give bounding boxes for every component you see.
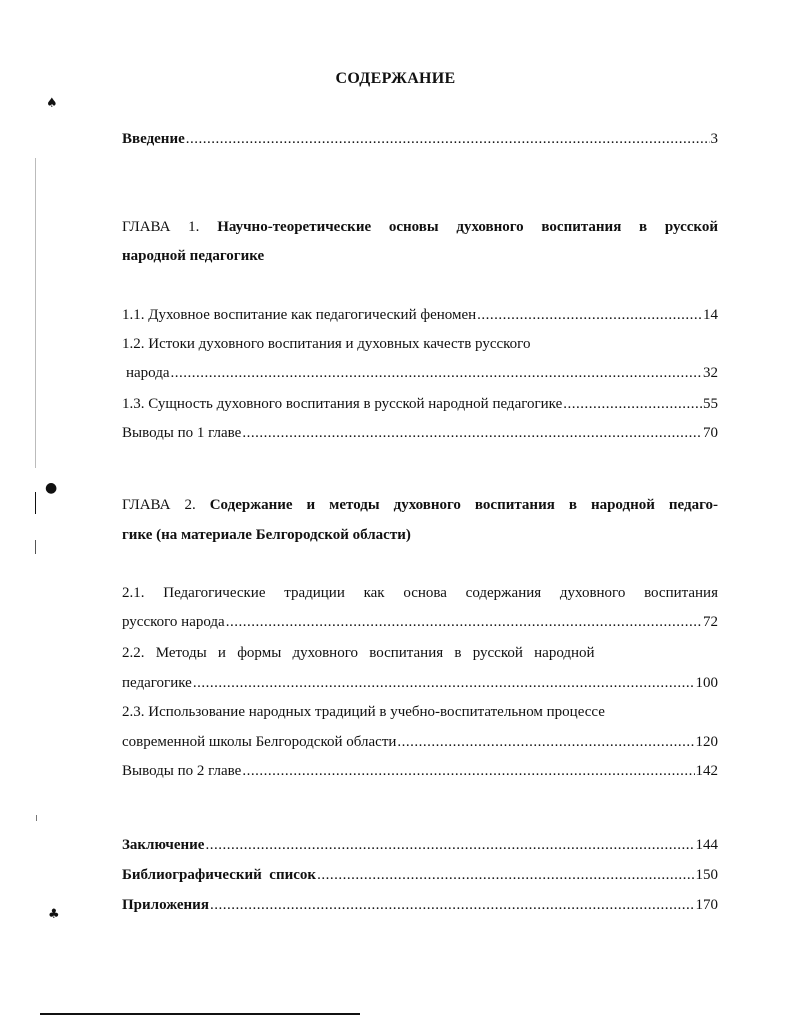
toc-entry-page: 170 bbox=[695, 897, 718, 913]
toc-entry-1-1 bbox=[122, 306, 718, 324]
page-title: СОДЕРЖАНИЕ bbox=[335, 70, 456, 87]
scan-margin-tick bbox=[35, 492, 36, 514]
toc-leader-dots bbox=[563, 395, 702, 413]
toc-entry-page: 55 bbox=[703, 396, 718, 412]
toc-leader-dots bbox=[205, 836, 694, 854]
toc-leader-dots bbox=[477, 306, 702, 324]
toc-leader-dots bbox=[242, 424, 702, 442]
chapter2-heading-line2 bbox=[122, 526, 718, 544]
toc-entry-intro bbox=[122, 130, 718, 148]
toc-entry-ch2-conclusions bbox=[122, 762, 718, 780]
toc-entry-label: русского народа bbox=[122, 614, 225, 630]
toc-leader-dots bbox=[317, 866, 694, 884]
toc-entry-label: Введение bbox=[122, 131, 185, 147]
scan-blot-icon: ♠ bbox=[46, 96, 58, 111]
scan-bottom-line bbox=[40, 1013, 360, 1015]
toc-entry-page: 142 bbox=[695, 763, 718, 779]
toc-entry-label: современной школы Белгородской области bbox=[122, 734, 397, 750]
toc-entry-page: 70 bbox=[703, 425, 718, 441]
toc-entry-label: 1.3. Сущность духовного воспитания в русской народной педагогике bbox=[122, 396, 563, 412]
scan-dot-icon: ● bbox=[45, 480, 58, 496]
toc-leader-dots bbox=[193, 674, 695, 692]
chapter1-title-line2: народной педагогике bbox=[122, 248, 265, 264]
chapter1-title-line1: Научно-теоретические основы духовного воспитания в русской bbox=[217, 219, 718, 235]
scan-blot-icon: ♣ bbox=[48, 907, 60, 922]
toc-entry-label: 1.1. Духовное воспитание как педагогический феномен bbox=[122, 307, 477, 323]
toc-entry-label: Выводы по 1 главе bbox=[122, 425, 242, 441]
toc-entry-page: 32 bbox=[703, 365, 718, 381]
chapter1-prefix: ГЛАВА 1. bbox=[122, 219, 200, 235]
toc-leader-dots bbox=[397, 733, 694, 751]
scan-margin-tick bbox=[36, 815, 37, 821]
toc-entry-appendices bbox=[122, 896, 718, 914]
toc-entry-1-3 bbox=[122, 395, 718, 413]
toc-entry-2-3 bbox=[122, 733, 718, 751]
toc-entry-2-1 bbox=[122, 613, 718, 631]
toc-entry-ch1-conclusions bbox=[122, 424, 718, 442]
toc-leader-dots bbox=[242, 762, 694, 780]
scan-margin-line bbox=[35, 158, 36, 468]
chapter1-heading-line2 bbox=[122, 247, 718, 265]
toc-entry-label: Заключение bbox=[122, 837, 205, 853]
toc-entry-2-2 bbox=[122, 674, 718, 692]
toc-entry-page: 150 bbox=[695, 867, 718, 883]
toc-leader-dots bbox=[171, 364, 702, 382]
toc-entry-page: 14 bbox=[703, 307, 718, 323]
toc-entry-page: 144 bbox=[695, 837, 718, 853]
chapter1-heading-line1 bbox=[122, 218, 718, 236]
toc-leader-dots bbox=[226, 613, 702, 631]
toc-entry-label: Приложения bbox=[122, 897, 209, 913]
toc-entry-page: 120 bbox=[695, 734, 718, 750]
toc-leader-dots bbox=[186, 130, 710, 148]
toc-entry-page: 3 bbox=[710, 131, 718, 147]
toc-entry-1-2 bbox=[126, 364, 718, 382]
toc-entry-2-1-line1: 2.1. Педагогические традиции как основа содержания духовного воспитания bbox=[122, 585, 718, 601]
toc-entry-label: Библиографический список bbox=[122, 867, 317, 883]
chapter2-heading-line1 bbox=[122, 496, 718, 514]
toc-entry-conclusion bbox=[122, 836, 718, 854]
scan-margin-tick bbox=[35, 540, 36, 554]
toc-entry-label: педагогике bbox=[122, 675, 192, 691]
toc-entry-bibliography bbox=[122, 866, 718, 884]
toc-entry-label: народа bbox=[126, 365, 170, 381]
toc-entry-label: Выводы по 2 главе bbox=[122, 763, 242, 779]
toc-entry-page: 100 bbox=[695, 675, 718, 691]
toc-entry-2-2-line1: 2.2. Методы и формы духовного воспитания в русской народной bbox=[122, 645, 595, 661]
chapter2-prefix: ГЛАВА 2. bbox=[122, 497, 196, 513]
toc-leader-dots bbox=[210, 896, 695, 914]
chapter2-title-line1: Содержание и методы духовного воспитания в народной педаго- bbox=[209, 497, 718, 513]
toc-entry-2-3-line1: 2.3. Использование народных традиций в учебно-воспитательном процессе bbox=[122, 704, 605, 720]
toc-entry-1-2-line1: 1.2. Истоки духовного воспитания и духовных качеств русского bbox=[122, 336, 531, 352]
chapter2-title-line2: гике (на материале Белгородской области) bbox=[122, 527, 411, 543]
toc-entry-page: 72 bbox=[703, 614, 718, 630]
